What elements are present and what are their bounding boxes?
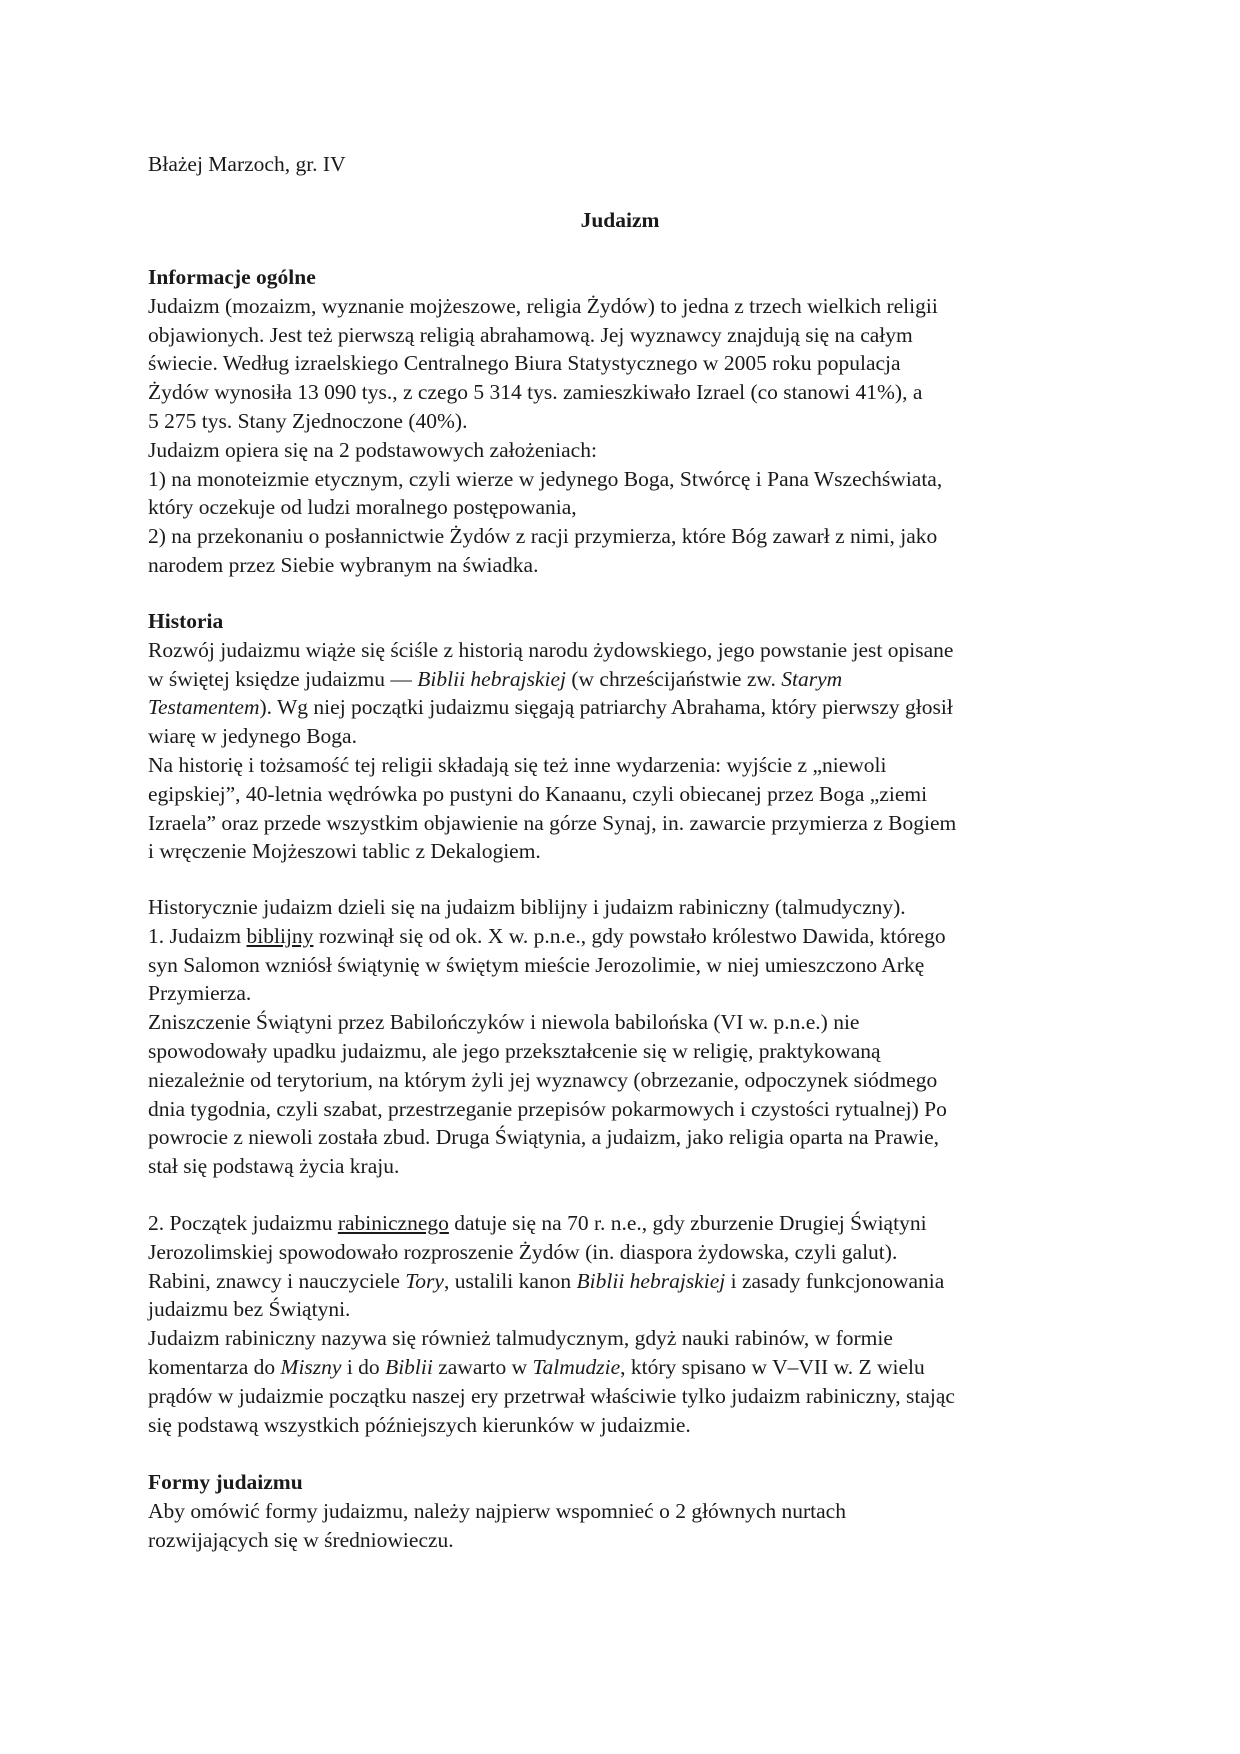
section-history [148,607,1098,866]
text-run: komentarza do [148,1354,281,1379]
paragraph-line: Zniszczenie Świątyni przez Babilończyków i niewola babilońska (VI w. p.n.e.) nie [148,1010,860,1035]
text-run: 1. Judaizm [148,923,247,948]
section-biblical-judaism [148,893,1098,1181]
text-run: zawarto w [432,1354,533,1379]
text-run: 2. Początek judaizmu [148,1211,338,1235]
paragraph-line: Judaizm opiera się na 2 podstawowych założeniach: [148,437,597,462]
italic-term: Biblii hebrajskiej [417,666,566,691]
paragraph-line: Przymierza. [148,981,252,1006]
underlined-term: rabinicznego [337,1211,449,1235]
section-heading: Historia [148,609,224,633]
paragraph-line: Izraela” oraz przede wszystkim objawienie na górze Synaj, in. zawarcie przymierza z Bogiem [148,810,957,835]
text-run: Rabini, znawcy i nauczyciele [148,1268,406,1293]
paragraph-line: Rozwój judaizmu wiąże się ściśle z historią narodu żydowskiego, jego powstanie jest opisane [148,637,954,662]
paragraph-line: rozwijających się w średniowieczu. [148,1527,454,1552]
text-run: w świętej księdze judaizmu — [148,666,418,691]
text-run: i do [341,1354,386,1379]
paragraph-line: narodem przez Siebie wybranym na świadka. [148,552,539,577]
paragraph-line: stał się podstawą życia kraju. [148,1154,400,1179]
section-general-info [148,263,1098,580]
paragraph-line [148,922,1098,951]
section-heading: Informacje ogólne [148,265,316,289]
paragraph-line: 1) na monoteizmie etycznym, czyli wierze w jedynego Boga, Stwórcę i Pana Wszechświata, [148,466,943,491]
paragraph-line: Aby omówić formy judaizmu, należy najpierw wspomnieć o 2 głównych nurtach [148,1498,846,1523]
underlined-term: biblijny [246,923,314,948]
paragraph-line: Judaizm rabiniczny nazywa się również talmudycznym, gdyż nauki rabinów, w formie [148,1326,893,1351]
section-forms [148,1468,1098,1554]
paragraph-line: spowodowały upadku judaizmu, ale jego przekształcenie się w religię, praktykowaną [148,1038,881,1063]
text-run: i zasady funkcjonowania [725,1268,945,1293]
text-run: , który spisano w V–VII w. Z wielu [620,1354,925,1379]
paragraph-line [148,1267,1098,1296]
paragraph-line: syn Salomon wzniósł świątynię w świętym mieście Jerozolimie, w niej umieszczono Arkę [148,952,925,977]
paragraph-line: i wręczenie Mojżeszowi tablic z Dekalogiem. [148,839,541,864]
italic-term: Biblii hebrajskiej [576,1268,726,1293]
text-run: ). Wg niej początki judaizmu sięgają patriarchy Abrahama, który pierwszy głosił [259,695,953,720]
text-run: , ustalili kanon [443,1268,577,1293]
paragraph-line: się podstawą wszystkich późniejszych kierunków w judaizmie. [148,1412,691,1437]
section-rabbinic-judaism [148,1209,1098,1439]
paragraph-line: Żydów wynosiła 13 090 tys., z czego 5 314 tys. zamieszkiwało Izrael (co stanowi 41%), a [148,380,923,405]
paragraph-line: niezależnie od terytorium, na którym żyli jej wyznawcy (obrzezanie, odpoczynek siódmego [148,1067,938,1092]
italic-term: Talmudzie [532,1354,621,1379]
italic-term: Tory [405,1268,444,1293]
paragraph-line: Jerozolimskiej spowodowało rozproszenie Żydów (in. diaspora żydowska, czyli galut). [148,1239,898,1264]
paragraph-line: świecie. Według izraelskiego Centralnego Biura Statystycznego w 2005 roku populacja [148,351,901,376]
paragraph-line [148,665,1098,694]
paragraph-line: prądów w judaizmie początku naszej ery przetrwał właściwie tylko judaizm rabiniczny, stając [148,1383,955,1408]
paragraph-line: Judaizm (mozaizm, wyznanie mojżeszowe, religia Żydów) to jedna z trzech wielkich religii [148,293,938,318]
paragraph-line: objawionych. Jest też pierwszą religią abrahamową. Jej wyznawcy znajdują się na całym [148,322,913,347]
paragraph-line: egipskiej”, 40-letnia wędrówka po pustyni do Kanaanu, czyli obiecanej przez Boga „ziemi [148,781,928,806]
paragraph-line: Historycznie judaizm dzieli się na judaizm biblijny i judaizm rabiniczny (talmudyczny). [148,895,906,919]
paragraph-line [148,693,1098,722]
section-heading: Formy judaizmu [148,1470,303,1494]
paragraph-line: wiarę w jedynego Boga. [148,724,357,749]
paragraph-line [148,1209,1098,1238]
author-line: Błażej Marzoch, gr. IV [148,152,346,176]
paragraph-line: 2) na przekonaniu o posłannictwie Żydów z racji przymierza, które Bóg zawarł z nimi, jako [148,524,938,549]
paragraph-line: dnia tygodnia, czyli szabat, przestrzeganie przepisów pokarmowych i czystości rytualnej) Po [148,1096,947,1121]
text-run: rozwinął się od ok. X w. p.n.e., gdy powstało królestwo Dawida, którego [313,923,946,948]
document-title: Judaizm [580,208,660,232]
italic-term: Testamentem [148,695,260,720]
italic-term: Biblii [385,1354,433,1379]
text-run: datuje się na 70 r. n.e., gdy zburzenie Drugiej Świątyni [448,1211,927,1235]
paragraph-line [148,1353,1098,1382]
text-run: (w chrześcijaństwie zw. [565,666,782,691]
paragraph-line: który oczekuje od ludzi moralnego postępowania, [148,495,577,520]
paragraph-line: Na historię i tożsamość tej religii składają się też inne wydarzenia: wyjście z „niewoli [148,752,887,777]
paragraph-line: powrocie z niewoli została zbud. Druga Świątynia, a judaizm, jako religia oparta na Prawie, [148,1125,940,1150]
paragraph-line: judaizmu bez Świątyni. [148,1297,351,1322]
italic-term: Miszny [280,1354,342,1379]
paragraph-line: 5 275 tys. Stany Zjednoczone (40%). [148,408,468,433]
italic-term: Starym [781,666,843,691]
